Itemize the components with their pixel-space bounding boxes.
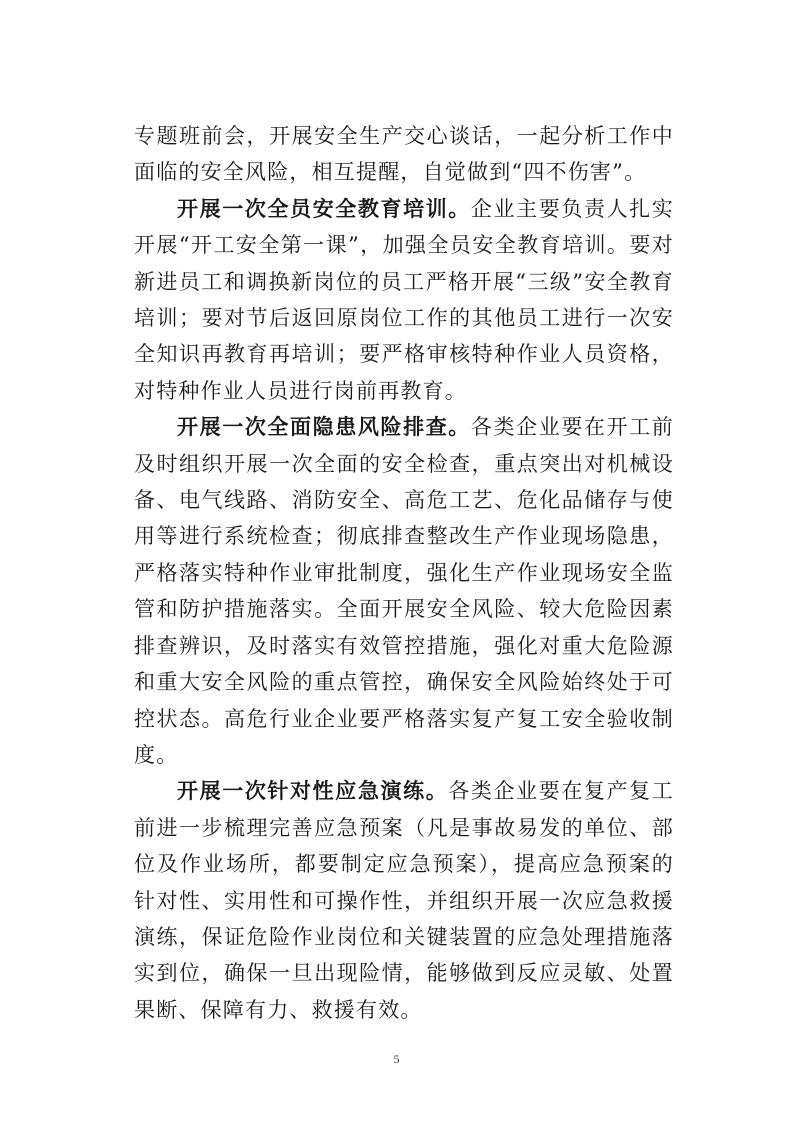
paragraph-heading: 开展一次针对性应急演练。 [177,779,449,804]
page-number: 5 [393,1052,400,1066]
paragraph-text: 企业主要负责人扎实开展“开工安全第一课”，加强全员安全教育培训。要对新进员工和调换新岗位的员工严格开展“三级”安全教育培训；要对节后返回原岗位工作的其他员工进行一次安全知识再教育再培训；要严格审核特种作业人员资格，对特种作业人员进行岗前再教育。 [134,196,674,403]
document-body [134,118,674,1028]
paragraph-text: 各类企业要在复产复工前进一步梳理完善应急预案（凡是事故易发的单位、部位及作业场所，都要制定应急预案），提高应急预案的针对性、实用性和可操作性，并组织开展一次应急救援演练，保证危险作业岗位和关键装置的应急处理措施落实到位，确保一旦出现险情，能够做到反应灵敏、处置果断、保障有力、救援有效。 [134,779,674,1022]
paragraph-safety-training [134,191,674,409]
paragraph-text: 专题班前会，开展安全生产交心谈话，一起分析工作中面临的安全风险，相互提醒，自觉做到“四不伤害”。 [134,124,674,185]
paragraph-heading: 开展一次全面隐患风险排查。 [177,415,471,440]
paragraph-continuation [134,118,674,191]
paragraph-heading: 开展一次全员安全教育培训。 [177,196,471,221]
paragraph-text: 各类企业要在开工前及时组织开展一次全面的安全检查，重点突出对机械设备、电气线路、消防安全、高危工艺、危化品储存与使用等进行系统检查；彻底排查整改生产作业现场隐患，严格落实特种作业审批制度，强化生产作业现场安全监管和防护措施落实。全面开展安全风险、较大危险因素排查辨识，及时落实有效管控措施，强化对重大危险源和重大安全风险的重点管控，确保安全风险始终处于可控状态。高危行业企业要严格落实复产复工安全验收制度。 [134,415,674,767]
paragraph-emergency-drill [134,773,674,1028]
paragraph-hazard-inspection [134,409,674,773]
